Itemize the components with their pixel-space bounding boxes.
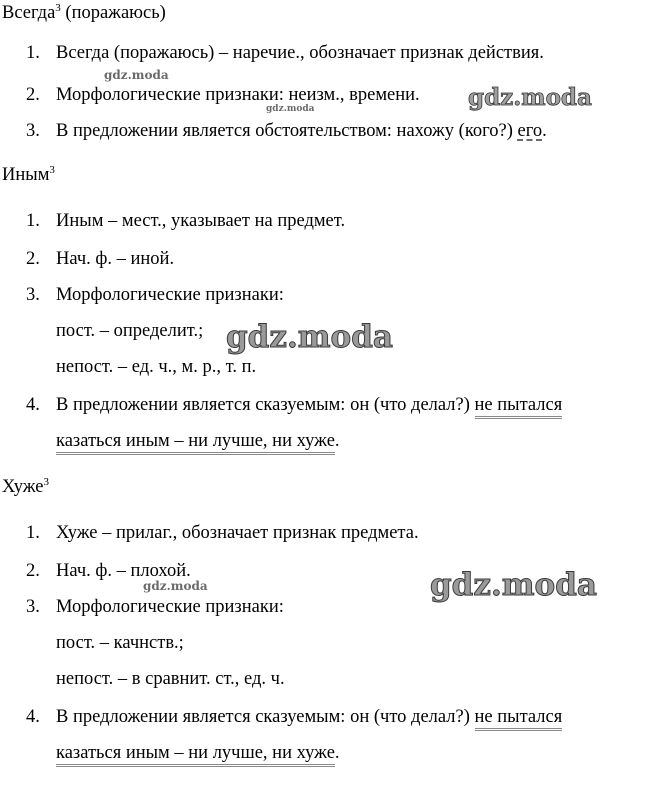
section-heading-khuzhe: [2, 478, 49, 497]
list-item-text: Всегда (поражаюсь) – наречие., обозначает признак действия.: [56, 43, 544, 63]
list-item-text: Иным – мест., указывает на предмет.: [56, 211, 346, 231]
heading-word: Хуже: [2, 477, 44, 497]
watermark-logo: gdz.moda: [143, 579, 208, 593]
list-item-continuation: [56, 744, 340, 763]
predicate-underline: не пытался: [475, 395, 563, 419]
list-number: 1.: [26, 211, 40, 231]
list-number: 1.: [26, 43, 40, 63]
list-number: 3.: [26, 285, 40, 305]
section-heading-inym: [2, 166, 55, 185]
list-number: 3.: [26, 121, 40, 141]
list-number: 4.: [26, 395, 40, 415]
item-text-after: .: [542, 121, 547, 141]
watermark-logo: gdz.moda: [266, 104, 315, 114]
list-item-text: [56, 122, 547, 141]
list-number: 3.: [26, 597, 40, 617]
list-number: 1.: [26, 523, 40, 543]
heading-superscript: 3: [49, 164, 55, 176]
section-heading-vsegda: [2, 4, 166, 23]
heading-word: Иным: [2, 165, 50, 185]
heading-word: Всегда: [2, 3, 56, 23]
list-subline-text: непост. – ед. ч., м. р., т. п.: [56, 357, 257, 377]
list-item-text: Хуже – прилаг., обозначает признак предмета.: [56, 523, 419, 543]
watermark-logo: gdz.moda: [468, 84, 592, 111]
heading-suffix: (поражаюсь): [60, 3, 166, 23]
list-subline-text: непост. – в сравнит. ст., ед. ч.: [56, 669, 285, 689]
watermark-logo: gdz.moda: [226, 319, 393, 355]
list-subline-text: пост. – определит.;: [56, 321, 204, 341]
list-item-text: Нач. ф. – плохой.: [56, 561, 191, 581]
list-number: 2.: [26, 249, 40, 269]
list-number: 4.: [26, 707, 40, 727]
list-item-text: Нач. ф. – иной.: [56, 249, 175, 269]
predicate-underline: казаться иным – ни лучше, ни хуже: [56, 743, 335, 767]
item-text-after: .: [334, 743, 340, 763]
watermark-logo: gdz.moda: [430, 567, 597, 603]
predicate-underline: казаться иным – ни лучше, ни хуже: [56, 431, 335, 455]
item-text-before: В предложении является сказуемым: он (что делал?): [56, 707, 475, 727]
item-text-before: В предложении является обстоятельством: нахожу (кого?): [56, 121, 518, 141]
item-text-after: .: [334, 431, 340, 451]
list-item-text: Морфологические признаки:: [56, 597, 284, 617]
list-item-text: Морфологические признаки:: [56, 285, 284, 305]
predicate-underline: не пытался: [475, 707, 563, 731]
list-item-text: Морфологические признаки: неизм., времени.: [56, 85, 420, 105]
list-number: 2.: [26, 85, 40, 105]
list-number: 2.: [26, 561, 40, 581]
list-subline-text: пост. – качнств.;: [56, 633, 184, 653]
underlined-word: его: [517, 121, 543, 141]
list-item-text: [56, 708, 562, 727]
watermark-logo: gdz.moda: [104, 68, 169, 82]
heading-superscript: 3: [43, 476, 49, 488]
heading-superscript: 3: [55, 2, 61, 14]
list-item-text: [56, 396, 562, 415]
list-item-continuation: [56, 432, 340, 451]
item-text-before: В предложении является сказуемым: он (что делал?): [56, 395, 475, 415]
